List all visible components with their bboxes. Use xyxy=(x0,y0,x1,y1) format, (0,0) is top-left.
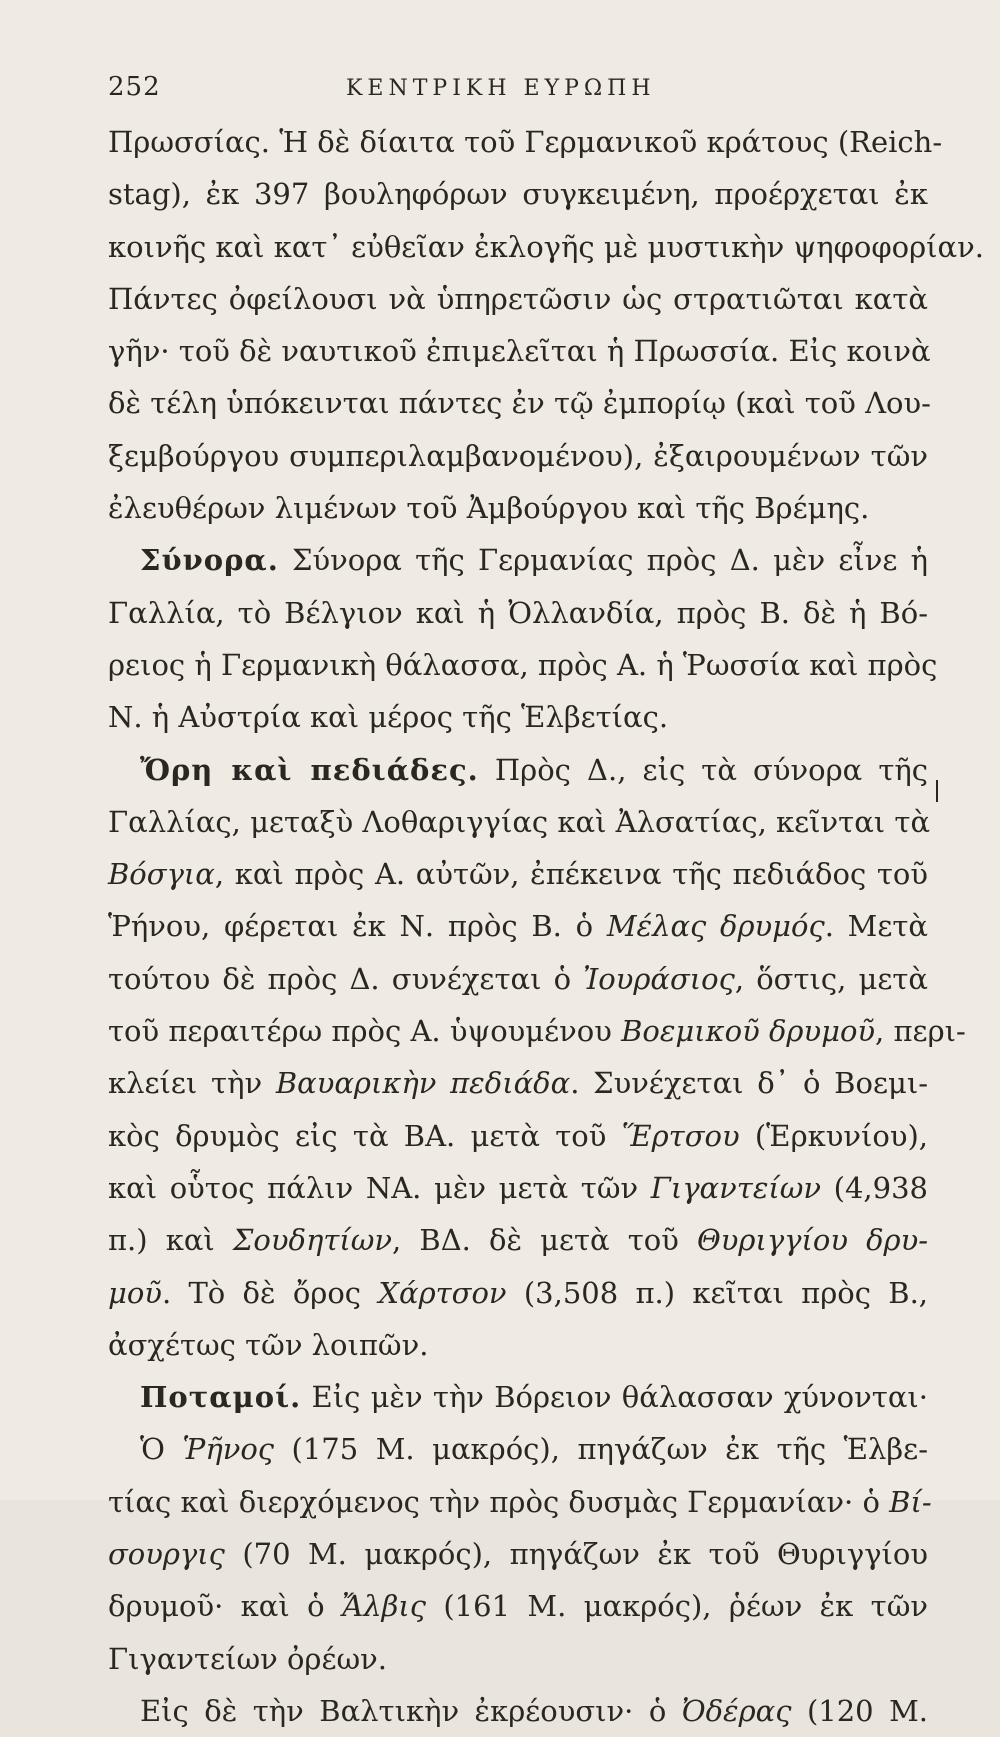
text-line-6 xyxy=(108,377,931,429)
page-header xyxy=(108,72,928,112)
italic-name: Μέλας δρυμός xyxy=(606,909,825,944)
text-span: Γαλλία, τὸ Βέλγιον καὶ ἡ Ὀλλανδία, πρὸς Β. δὲ ἡ Βό- xyxy=(108,595,928,630)
italic-name: Ἄλβις xyxy=(341,1589,426,1624)
text-span: τούτου δὲ πρὸς Δ. συνέχεται ὁ xyxy=(108,961,584,996)
text-span: (3,508 π.) κεῖται πρὸς Β., xyxy=(506,1275,929,1310)
text-line-12 xyxy=(108,691,928,743)
text-line-9 xyxy=(108,534,928,586)
text-span: Σύνορα τῆς Γερμανίας πρὸς Δ. μὲν εἶνε ἡ xyxy=(278,543,928,578)
text-line-1 xyxy=(108,116,943,168)
text-span: stag), ἐκ 397 βουληφόρων συγκειμένη, προέρχεται ἐκ xyxy=(108,177,928,212)
italic-name: Γιγαντείων xyxy=(650,1170,822,1205)
text-span: . Τὸ δὲ ὄρος xyxy=(161,1275,379,1310)
text-span: Πρωσσίας. Ἡ δὲ δίαιτα τοῦ Γερμανικοῦ κράτους (Reich- xyxy=(108,125,943,159)
text-span: τίας καὶ διερχόμενος τὴν πρὸς δυσμὰς Γερμανίαν· ὁ xyxy=(108,1484,890,1519)
text-line-27 xyxy=(108,1476,932,1528)
section-heading-mountains: Ὄρη καὶ πεδιάδες. xyxy=(140,752,479,787)
text-line-26 xyxy=(108,1423,928,1475)
text-line-2 xyxy=(108,168,928,220)
italic-name: Ἰουράσιος xyxy=(583,961,735,996)
text-line-11 xyxy=(108,639,938,691)
text-line-21 xyxy=(108,1162,928,1214)
italic-name: Ἕρτσου xyxy=(621,1118,740,1153)
text-span: ξεμβούργου συμπεριλαμβανομένου), ἐξαιρουμένων τῶν xyxy=(108,438,928,473)
text-span: καὶ οὗτος πάλιν ΝΑ. μὲν μετὰ τῶν xyxy=(108,1170,651,1205)
text-span: Εἰς δὲ τὴν Βαλτικὴν ἐκρέουσιν· ὁ xyxy=(140,1693,682,1728)
text-span: τοῦ περαιτέρω πρὸς Α. ὑψουμένου xyxy=(108,1014,622,1049)
text-line-15 xyxy=(108,848,928,900)
text-line-4 xyxy=(108,273,928,325)
text-span: (161 Μ. μακρός), ῥέων ἐκ τῶν xyxy=(426,1589,928,1624)
text-line-10 xyxy=(108,587,928,639)
text-span: κοινῆς καὶ κατ᾽ εὐθεῖαν ἐκλογῆς μὲ μυστικὴν ψηφοφορίαν. xyxy=(108,229,984,264)
text-line-18 xyxy=(108,1005,966,1057)
text-line-7 xyxy=(108,430,928,482)
italic-name: σουργις xyxy=(108,1537,225,1572)
italic-name: Θυριγγίου δρυ- xyxy=(697,1223,929,1258)
page-number: 252 xyxy=(108,72,161,102)
italic-name: Σουδητίων xyxy=(232,1223,393,1258)
italic-name: Βοεμικοῦ δρυμοῦ xyxy=(621,1014,876,1049)
italic-name: Βαυαρικὴν πεδιάδα xyxy=(275,1066,571,1101)
text-span: (70 Μ. μακρός), πηγάζων ἐκ τοῦ Θυριγγίου xyxy=(224,1537,928,1572)
text-line-22 xyxy=(108,1214,928,1266)
text-span: ρειος ἡ Γερμανικὴ θάλασσα, πρὸς Α. ἡ Ῥωσσία καὶ πρὸς xyxy=(108,647,938,682)
text-span: Πάντες ὀφείλουσι νὰ ὑπηρετῶσιν ὡς στρατιῶται κατὰ xyxy=(108,281,928,316)
text-line-28 xyxy=(108,1528,928,1580)
text-line-19 xyxy=(108,1057,928,1109)
text-span: ἀσχέτως τῶν λοιπῶν. xyxy=(108,1327,429,1362)
text-span: δὲ τέλη ὑπόκεινται πάντες ἐν τῷ ἐμπορίῳ (καὶ τοῦ Λου- xyxy=(108,386,931,421)
text-line-13 xyxy=(108,744,928,796)
text-line-16 xyxy=(108,900,928,952)
text-span: δρυμοῦ· καὶ ὁ xyxy=(108,1589,342,1624)
text-span: Ὁ xyxy=(140,1432,183,1467)
italic-name: Βόσγια xyxy=(108,857,215,892)
text-line-5 xyxy=(108,325,931,377)
body-text xyxy=(108,116,984,1737)
text-span: (175 Μ. μακρός), πηγάζων ἐκ τῆς Ἑλβε- xyxy=(274,1432,928,1467)
text-span: γῆν· τοῦ δὲ ναυτικοῦ ἐπιμελεῖται ἡ Πρωσσία. Εἰς κοινὰ xyxy=(108,334,931,369)
text-span: Ῥήνου, φέρεται ἐκ Ν. πρὸς Β. ὁ xyxy=(108,909,607,944)
text-line-20 xyxy=(108,1110,928,1162)
section-heading-rivers: Ποταμοί. xyxy=(140,1380,302,1415)
text-line-25 xyxy=(108,1371,928,1423)
margin-mark xyxy=(936,780,938,802)
text-span: , περι- xyxy=(875,1014,966,1049)
text-span: Πρὸς Δ., εἰς τὰ σύνορα τῆς xyxy=(478,752,928,787)
text-line-8 xyxy=(108,482,928,534)
italic-name: Χάρτσον xyxy=(378,1275,507,1310)
text-span: . Συνέχεται δ᾽ ὁ Βοεμι- xyxy=(570,1066,928,1101)
text-span: κὸς δρυμὸς εἰς τὰ ΒΑ. μετὰ τοῦ xyxy=(108,1118,622,1153)
text-span: Ν. ἡ Αὐστρία καὶ μέρος τῆς Ἑλβετίας. xyxy=(108,700,669,735)
italic-name: Ὀδέρας xyxy=(681,1693,792,1728)
text-span: , ὅστις, μετὰ xyxy=(734,961,928,996)
text-line-30 xyxy=(108,1633,928,1685)
text-span: ἐλευθέρων λιμένων τοῦ Ἀμβούργου καὶ τῆς Βρέμης. xyxy=(108,491,870,526)
text-span: Γαλλίας, μεταξὺ Λοθαριγγίας καὶ Ἀλσατίας, κεῖνται τὰ xyxy=(108,804,931,839)
text-line-14 xyxy=(108,796,931,848)
text-span: π.) καὶ xyxy=(108,1223,233,1258)
text-span: , ΒΔ. δὲ μετὰ τοῦ xyxy=(392,1223,697,1258)
text-span: Γιγαντείων ὀρέων. xyxy=(108,1641,387,1676)
text-line-29 xyxy=(108,1580,928,1632)
text-span: (4,938 xyxy=(821,1170,928,1205)
text-span: , καὶ πρὸς Α. αὐτῶν, ἐπέκεινα τῆς πεδιάδος τοῦ xyxy=(214,857,928,892)
text-line-31 xyxy=(108,1685,928,1737)
text-line-23 xyxy=(108,1267,928,1319)
italic-name: Βί- xyxy=(889,1484,932,1519)
text-span: κλείει τὴν xyxy=(108,1066,276,1101)
text-line-24 xyxy=(108,1319,928,1371)
section-heading-borders: Σύνορα. xyxy=(140,543,279,578)
text-span: (Ἑρκυνίου), xyxy=(739,1118,928,1153)
text-line-3 xyxy=(108,221,984,273)
text-line-17 xyxy=(108,953,928,1005)
italic-name: Ῥῆνος xyxy=(182,1432,275,1467)
running-title: ΚΕΝΤΡΙΚΗ ΕΥΡΩΠΗ xyxy=(346,76,656,101)
italic-name: μοῦ xyxy=(108,1275,162,1310)
text-span: . Μετὰ xyxy=(824,909,929,944)
text-span: Εἰς μὲν τὴν Βόρειον θάλασσαν χύνονται· xyxy=(301,1380,928,1415)
text-span: (120 Μ. xyxy=(791,1693,928,1728)
